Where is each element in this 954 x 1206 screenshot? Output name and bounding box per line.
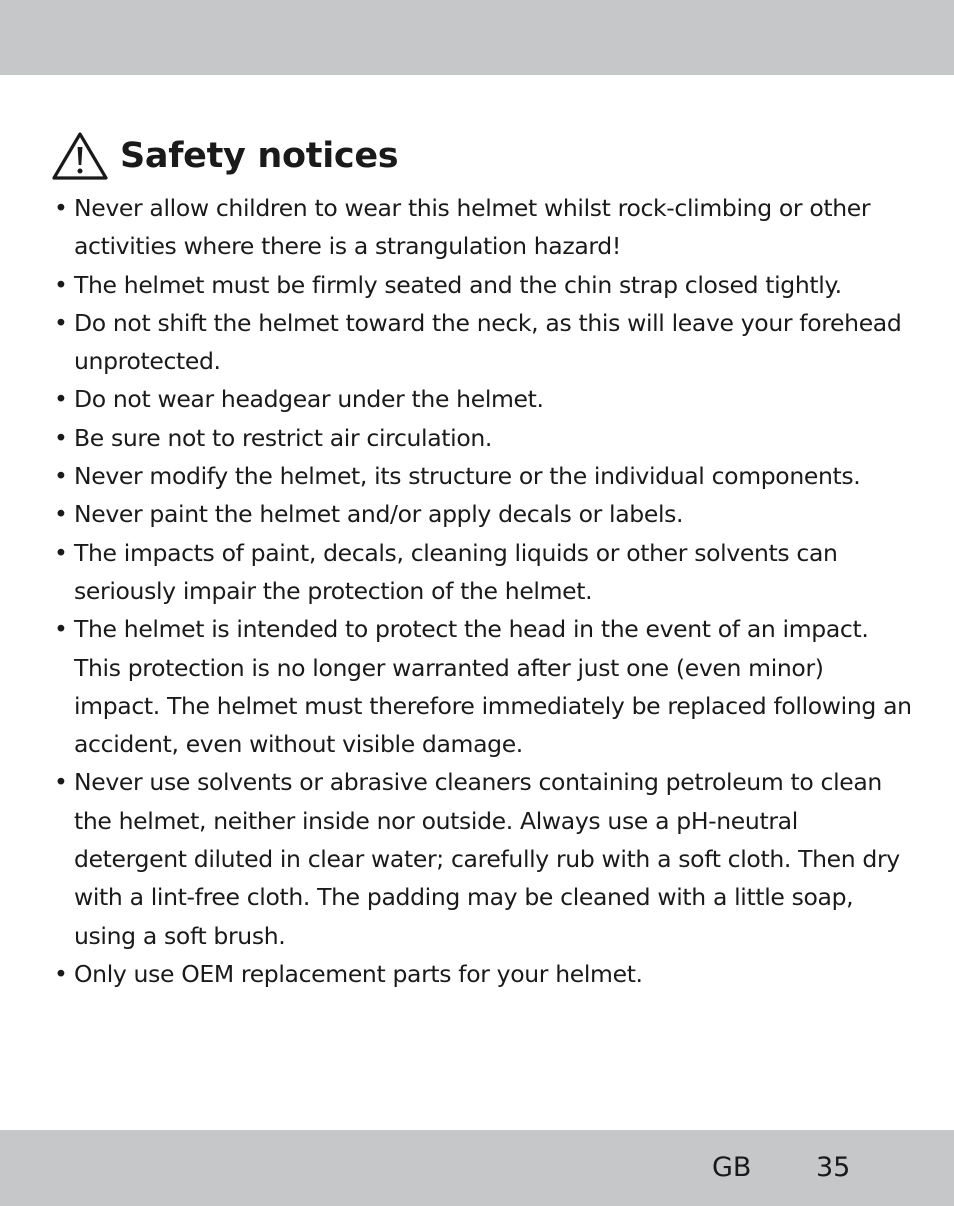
page-number: 35 <box>816 1152 851 1183</box>
list-item <box>54 495 914 533</box>
list-item <box>54 534 914 611</box>
notice-text: The helmet must be firmly seated and the chin strap closed tightly. <box>74 270 842 299</box>
bullet: • <box>54 462 68 491</box>
notice-text: Only use OEM replacement parts for your helmet. <box>74 959 643 988</box>
notice-text: Never use solvents or abrasive cleaners containing petroleum to clean the helmet, neither inside nor outside. Always use a pH-neutral detergent diluted in clear water; carefully rub with a soft cloth. Then dry with a lint-free cloth. The padding may be cleaned with a little soap, using a soft brush. <box>74 768 900 950</box>
warning-triangle-icon <box>50 130 110 182</box>
notice-text: Never paint the helmet and/or apply decals or labels. <box>74 500 684 529</box>
bullet: • <box>54 194 68 222</box>
bullet: • <box>54 423 68 452</box>
bullet: • <box>54 270 68 299</box>
bullet: • <box>54 308 68 337</box>
notice-text: The helmet is intended to protect the head in the event of an impact. This protection is no longer warranted after just one (even minor) impact. The helmet must therefore immediately be replaced following an accident, even without visible damage. <box>74 615 912 759</box>
safety-notice-list <box>54 189 914 993</box>
section-heading <box>50 128 398 184</box>
notice-text: Do not shift the helmet toward the neck, as this will leave your forehead unprotected. <box>74 308 902 376</box>
bullet: • <box>54 500 68 529</box>
list-item <box>54 457 914 495</box>
bullet: • <box>54 538 68 567</box>
notice-text: Do not wear headgear under the helmet. <box>74 385 544 414</box>
language-code: GB <box>712 1152 752 1183</box>
header-band <box>0 0 954 75</box>
list-item <box>54 610 914 763</box>
bullet: • <box>54 615 68 644</box>
notice-text: Be sure not to restrict air circulation. <box>74 423 493 452</box>
footer-band <box>0 1130 954 1206</box>
list-item <box>54 189 914 266</box>
notice-text: The impacts of paint, decals, cleaning liquids or other solvents can seriously impair the protection of the helmet. <box>74 538 838 605</box>
list-item <box>54 304 914 381</box>
page-title: Safety notices <box>120 136 399 176</box>
notice-text: Never allow children to wear this helmet whilst rock-climbing or other activities where there is a strangulation hazard! <box>74 194 871 261</box>
bullet: • <box>54 385 68 414</box>
list-item <box>54 955 914 993</box>
bullet: • <box>54 959 68 988</box>
list-item <box>54 266 914 304</box>
notice-text: Never modify the helmet, its structure or the individual components. <box>74 462 861 491</box>
list-item <box>54 763 914 954</box>
list-item <box>54 419 914 457</box>
list-item <box>54 380 914 418</box>
bullet: • <box>54 768 68 797</box>
